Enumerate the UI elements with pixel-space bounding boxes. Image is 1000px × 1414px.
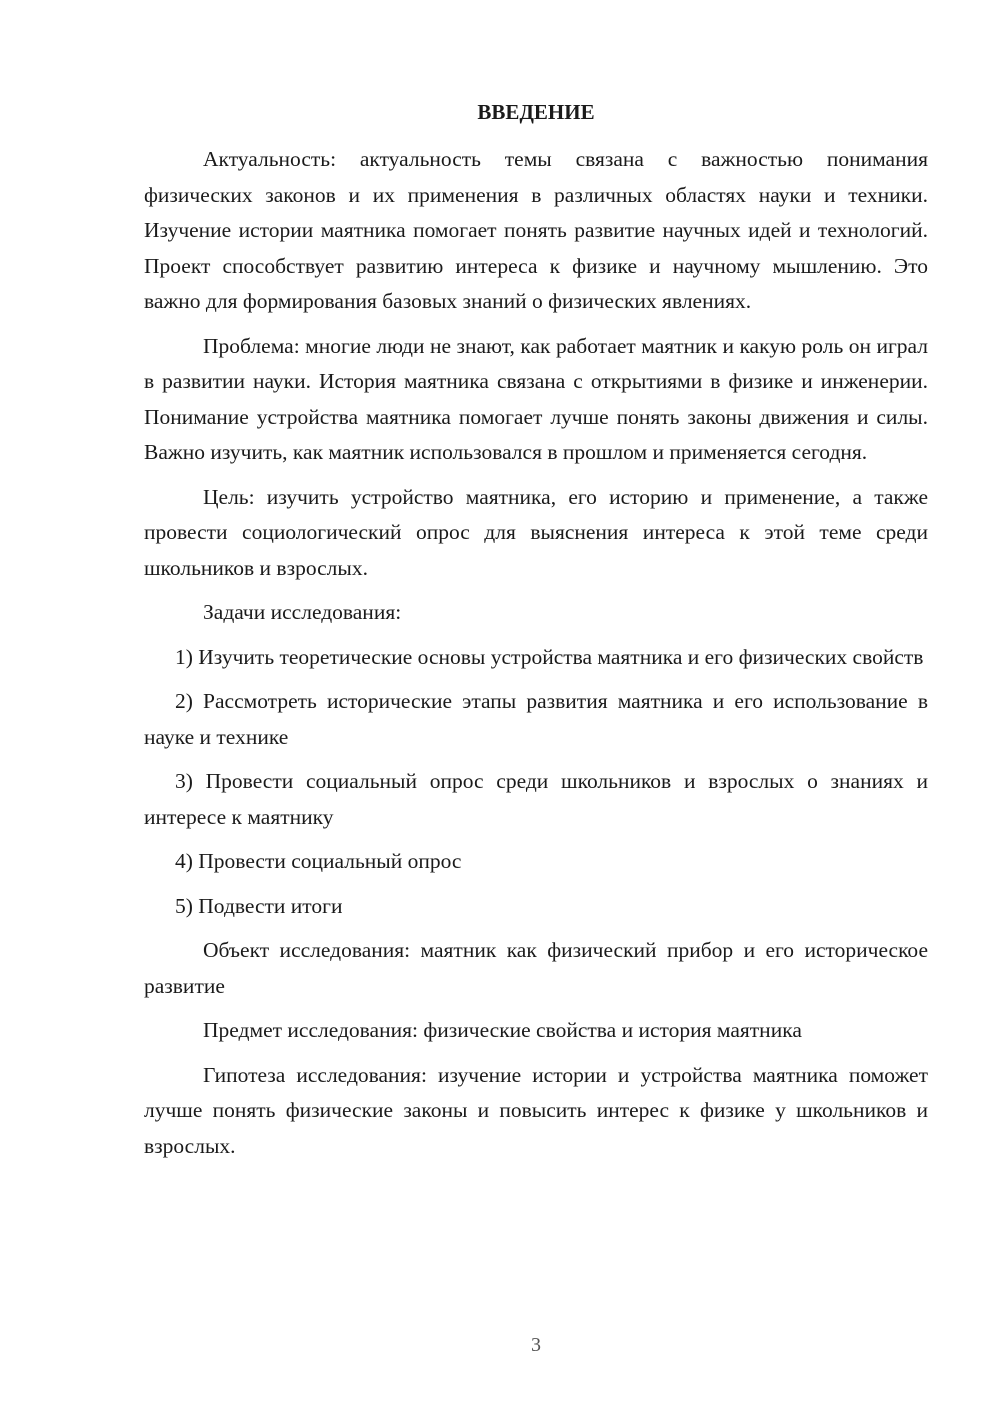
paragraph-subject: Предмет исследования: физические свойства и история маятника bbox=[203, 1018, 802, 1042]
paragraph-object: Объект исследования: маятник как физический прибор и его историческое развитие bbox=[144, 938, 928, 998]
paragraph-tasks-heading: Задачи исследования: bbox=[203, 600, 402, 624]
document-body bbox=[144, 142, 928, 1173]
task-item-4: 4) Провести социальный опрос bbox=[175, 849, 462, 873]
task-item-3: 3) Провести социальный опрос среди школьников и взрослых о знаниях и интересе к маятнику bbox=[144, 769, 928, 829]
page-number: 3 bbox=[531, 1334, 541, 1356]
task-item-5: 5) Подвести итоги bbox=[175, 893, 343, 918]
paragraph-hypothesis: Гипотеза исследования: изучение истории и устройства маятника поможет лучше понять физические законы и повысить интерес к физике у школьников и взрослых. bbox=[144, 1062, 928, 1158]
paragraph-goal: Цель: изучить устройство маятника, его историю и применение, а также провести социологический опрос для выяснения интереса к этой теме среди школьников и взрослых. bbox=[144, 484, 928, 580]
task-item-1: 1) Изучить теоретические основы устройства маятника и его физических свойств bbox=[175, 644, 924, 669]
page-title: ВВЕДЕНИЕ bbox=[477, 100, 595, 124]
paragraph-relevance: Актуальность: актуальность темы связана с важностью понимания физических законов и их применения в различных областях науки и техники. Изучение истории маятника помогает понять развитие научных идей и технологий. Проект способствует развитию интереса к физике и научному мышлению. Это важно для формирования базовых знаний о физических явлениях. bbox=[144, 147, 928, 313]
paragraph-problem: Проблема: многие люди не знают, как работает маятник и какую роль он играл в развитии науки. История маятника связана с открытиями в физике и инженерии. Понимание устройства маятника помогает лучше понять законы движения и силы. Важно изучить, как маятник использовался в прошлом и применяется сегодня. bbox=[144, 333, 928, 464]
task-item-2: 2) Рассмотреть исторические этапы развития маятника и его использование в науке и технике bbox=[144, 689, 928, 749]
